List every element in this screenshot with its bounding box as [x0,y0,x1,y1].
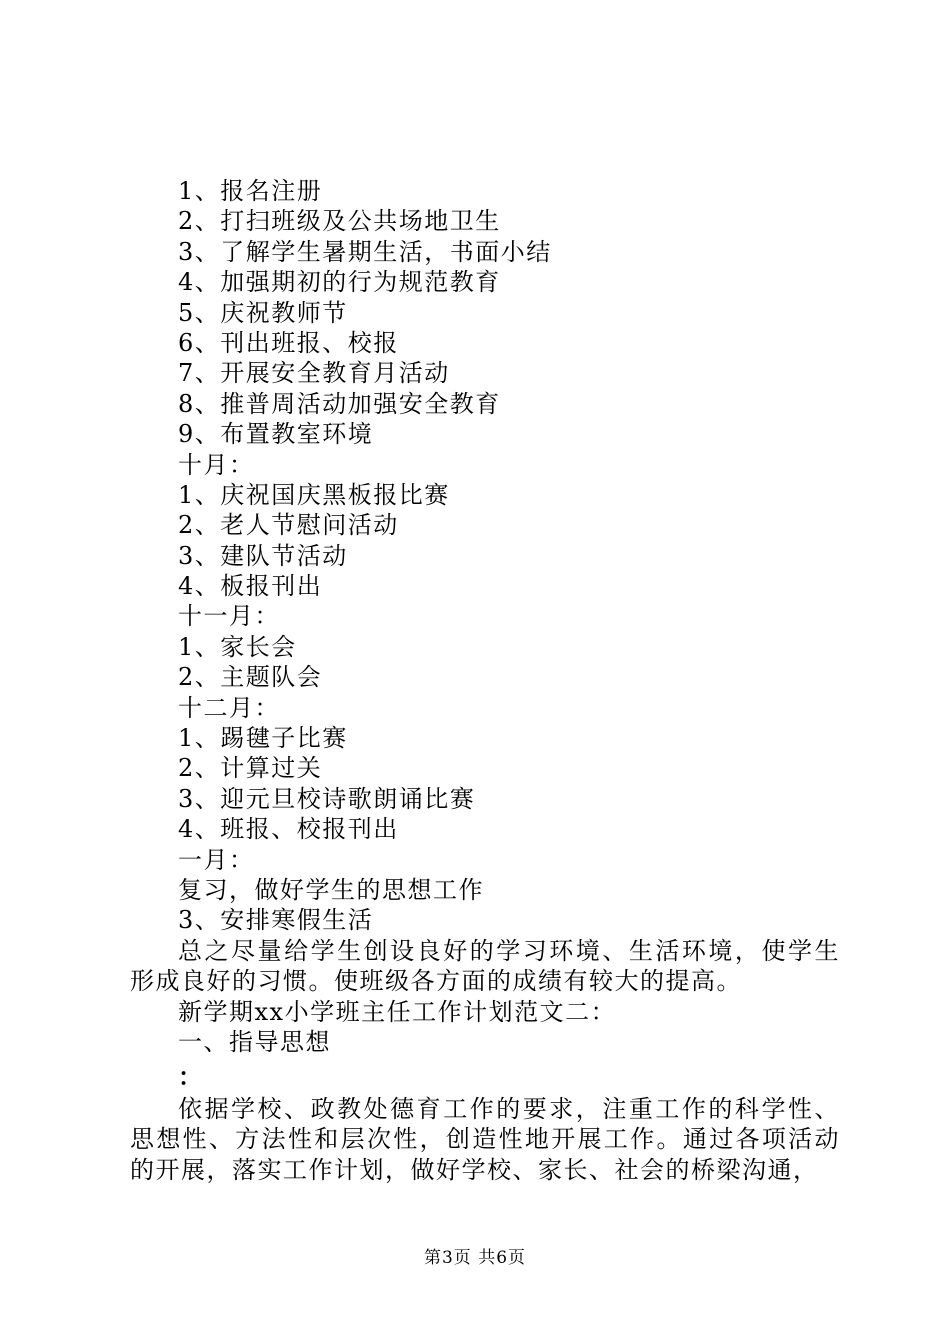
list-line: 2、老人节慰问活动 [178,511,399,540]
activity-list [130,176,840,936]
plan-title: 新学期xx小学班主任工作计划范文二： [178,997,617,1026]
list-line: 7、开展安全教育月活动 [178,359,450,388]
list-line: 十一月： [178,602,280,631]
list-line: 1、报名注册 [178,177,323,205]
list-line: 4、加强期初的行为规范教育 [178,268,501,297]
list-line: 1、庆祝国庆黑板报比赛 [178,480,450,509]
list-line: 1、家长会 [178,632,297,661]
list-line: 6、刊出班报、校报 [178,328,399,357]
list-line: 3、建队节活动 [178,541,348,570]
list-line: 2、计算过关 [178,754,323,783]
list-line: 4、板报刊出 [178,572,323,601]
list-line: 3、迎元旦校诗歌朗诵比赛 [178,784,476,813]
list-line: 8、推普周活动加强安全教育 [178,389,501,418]
list-line: 2、主题队会 [178,663,323,692]
list-line: 2、打扫班级及公共场地卫生 [178,207,501,236]
list-line: 一月： [178,845,255,874]
list-line: 复习，做好学生的思想工作 [178,875,484,904]
guiding-paragraph: 依据学校、政教处德育工作的要求，注重工作的科学性、思想性、方法性和层次性，创造性地开展工作。通过各项活动的开展，落实工作计划，做好学校、家长、社会的桥梁沟通， [130,1094,840,1184]
list-line: 十月： [178,450,255,479]
list-line: 1、踢毽子比赛 [178,724,348,753]
list-line: 3、了解学生暑期生活，书面小结 [178,237,552,266]
document-body [130,176,840,1185]
list-line: 十二月： [178,693,280,722]
page-footer: 第3页 共6页 [423,1248,527,1268]
section-heading: 一、指导思想 [178,1027,331,1056]
list-line: 9、布置教室环境 [178,420,374,449]
section-colon: ： [178,1062,202,1092]
list-line: 4、班报、校报刊出 [178,815,399,844]
list-line: 3、安排寒假生活 [178,906,374,935]
list-line: 5、庆祝教师节 [178,298,348,327]
summary-paragraph: 总之尽量给学生创设良好的学习环境、生活环境，使学生形成良好的习惯。使班级各方面的成绩有较大的提高。 [130,936,840,996]
